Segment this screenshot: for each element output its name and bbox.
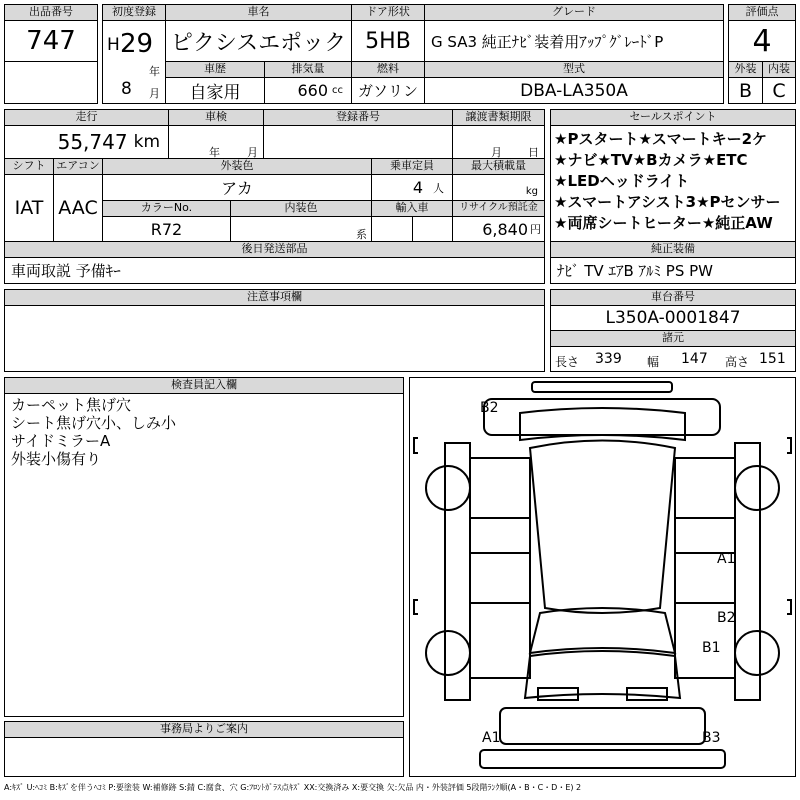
score-header: 評価点 [728, 4, 796, 21]
sales-points-header: セールスポイント [550, 109, 796, 126]
legend-text: A:ｷｽﾞ U:ﾍｺﾐ B:ｷｽﾞを伴うﾍｺﾐ P:要塗装 W:補修跡 S:錆 C:腐食、穴 G:ﾌﾛﾝﾄｶﾞﾗｽ点ｷｽﾞ XX:交換済み X:要交換 欠:欠品 内・外装評価 5段階ﾗﾝｸ順(A・B・C・D・E) 2 [4, 783, 582, 792]
transfer-deadline-header: 譲渡書類期限 [452, 109, 545, 126]
import-cell-b [412, 216, 453, 242]
exterior-grade-value: B [728, 77, 763, 104]
specs-cell [550, 346, 796, 372]
displacement-unit: cc [332, 85, 343, 96]
first-reg-cell [102, 20, 166, 104]
displacement-cell [264, 77, 352, 104]
inspection-year-unit: 年 [209, 146, 220, 159]
exterior-grade-header: 外装 [728, 61, 763, 78]
import-cell-a [371, 216, 413, 242]
max-load-header: 最大積載量 [452, 158, 545, 175]
recycle-cell [452, 216, 545, 242]
inspector-notes-header: 検査員記入欄 [4, 377, 404, 394]
damage-mark-front-left: A1 [482, 730, 501, 746]
transfer-deadline-cell [452, 125, 545, 159]
history-header: 車歴 [165, 61, 265, 78]
inspector-note-line: 外装小傷有り [11, 450, 102, 468]
sales-points-box [550, 125, 796, 242]
interior-grade-header: 内装 [762, 61, 796, 78]
model-type-header: 型式 [424, 61, 724, 78]
inspector-note-line: サイドミラーA [11, 432, 111, 450]
oem-equipment-value: ﾅﾋﾞ TV ｴｱB ｱﾙﾐ PS PW [550, 257, 796, 284]
shift-value: IAT [4, 174, 54, 242]
first-reg-era: H [107, 35, 120, 55]
height-label: 高さ [725, 355, 750, 369]
office-notes-box [4, 737, 404, 777]
color-no-header: カラーNo. [102, 200, 231, 217]
notes-value [4, 305, 545, 372]
max-load-unit: kg [525, 186, 538, 197]
interior-grade-value: C [762, 77, 796, 104]
recycle-header: リサイクル預託金 [452, 200, 545, 217]
specs-header: 諸元 [550, 330, 796, 347]
width-value: 147 [681, 351, 708, 367]
inspection-cell [168, 125, 264, 159]
later-parts-header: 後日発送部品 [4, 241, 545, 258]
inspector-note-line: シート焦げ穴小、しみ小 [11, 414, 177, 432]
car-name-value: ピクシスエポック [165, 20, 352, 62]
damage-mark-rear-top: B2 [480, 400, 499, 416]
fuel-header: 燃料 [351, 61, 425, 78]
inspection-header: 車検 [168, 109, 264, 126]
door-header: ドア形状 [351, 4, 425, 21]
capacity-unit: 人 [433, 181, 444, 195]
grade-header: グレード [424, 4, 724, 21]
length-value: 339 [595, 351, 622, 367]
capacity-header: 乗車定員 [371, 158, 453, 175]
lot-no-blank [4, 61, 98, 104]
lot-no-header: 出品番号 [4, 4, 98, 21]
history-value: 自家用 [165, 77, 265, 104]
reg-no-header: 登録番号 [263, 109, 453, 126]
mileage-unit: km [133, 132, 160, 152]
notes-header: 注意事項欄 [4, 289, 545, 306]
height-value: 151 [759, 351, 786, 367]
sales-point-line: ★ナビ★TV★Bカメラ★ETC [554, 151, 748, 169]
sales-point-line: ★両席シートヒーター★純正AW [554, 214, 773, 232]
int-color-cell [230, 216, 372, 242]
car-name-header: 車名 [165, 4, 352, 21]
recycle-value: 6,840 [482, 219, 528, 239]
first-reg-header: 初度登録 [102, 4, 166, 21]
displacement-value: 660 [297, 81, 328, 100]
sales-point-line: ★スマートアシスト3★Pセンサー [554, 193, 781, 211]
mileage-value: 55,747 [57, 130, 128, 154]
displacement-header: 排気量 [264, 61, 352, 78]
car-outline-icon [410, 378, 795, 776]
damage-mark-right-door-rear: B2 [717, 610, 736, 626]
recycle-unit: 円 [530, 223, 541, 236]
aircon-value: AAC [53, 174, 103, 242]
int-color-header: 内装色 [230, 200, 372, 217]
sales-point-line: ★LEDヘッドライト [554, 172, 690, 190]
int-color-suffix: 系 [356, 228, 367, 241]
shift-header: シフト [4, 158, 54, 175]
door-value: 5HB [351, 20, 425, 62]
reg-no-value [263, 125, 453, 159]
sales-point-line: ★Pスタート★スマートキー2ケ [554, 130, 768, 148]
first-reg-year-unit: 年 [149, 65, 160, 78]
chassis-no-header: 車台番号 [550, 289, 796, 306]
first-reg-month: 8 [121, 79, 132, 99]
transfer-month-unit: 月 [491, 146, 502, 159]
grade-value: G SA3 純正ﾅﾋﾞ装着用ｱｯﾌﾟｸﾞﾚｰﾄﾞP [424, 20, 724, 62]
chassis-no-value: L350A-0001847 [550, 305, 796, 331]
inspector-note-line: カーペット焦げ穴 [11, 396, 132, 414]
fuel-value: ガソリン [351, 77, 425, 104]
import-header: 輸入車 [371, 200, 453, 217]
mileage-header: 走行 [4, 109, 169, 126]
ext-color-value: アカ [102, 174, 372, 201]
damage-mark-right-door-front: A1 [717, 551, 736, 567]
inspection-month-unit: 月 [247, 146, 258, 159]
damage-mark-right-rear-wheel: B1 [702, 640, 721, 656]
damage-diagram [409, 377, 796, 777]
inspector-notes-box [4, 393, 404, 717]
ext-color-header: 外装色 [102, 158, 372, 175]
first-reg-year: 29 [120, 29, 154, 59]
length-label: 長さ [555, 355, 580, 369]
color-no-value: R72 [102, 216, 231, 242]
oem-equipment-header: 純正装備 [550, 241, 796, 258]
damage-mark-front-right: B3 [702, 730, 721, 746]
aircon-header: エアコン [53, 158, 103, 175]
mileage-cell [4, 125, 169, 159]
later-parts-value: 車両取説 予備ｷｰ [4, 257, 545, 284]
first-reg-month-unit: 月 [149, 87, 160, 100]
office-notes-header: 事務局よりご案内 [4, 721, 404, 738]
transfer-day-unit: 日 [528, 146, 539, 159]
capacity-cell [371, 174, 453, 201]
width-label: 幅 [647, 355, 660, 369]
lot-no-value: 747 [4, 20, 98, 62]
capacity-value: 4 [412, 178, 423, 197]
max-load-cell [452, 174, 545, 201]
model-type-value: DBA-LA350A [424, 77, 724, 104]
score-value: 4 [728, 20, 796, 62]
